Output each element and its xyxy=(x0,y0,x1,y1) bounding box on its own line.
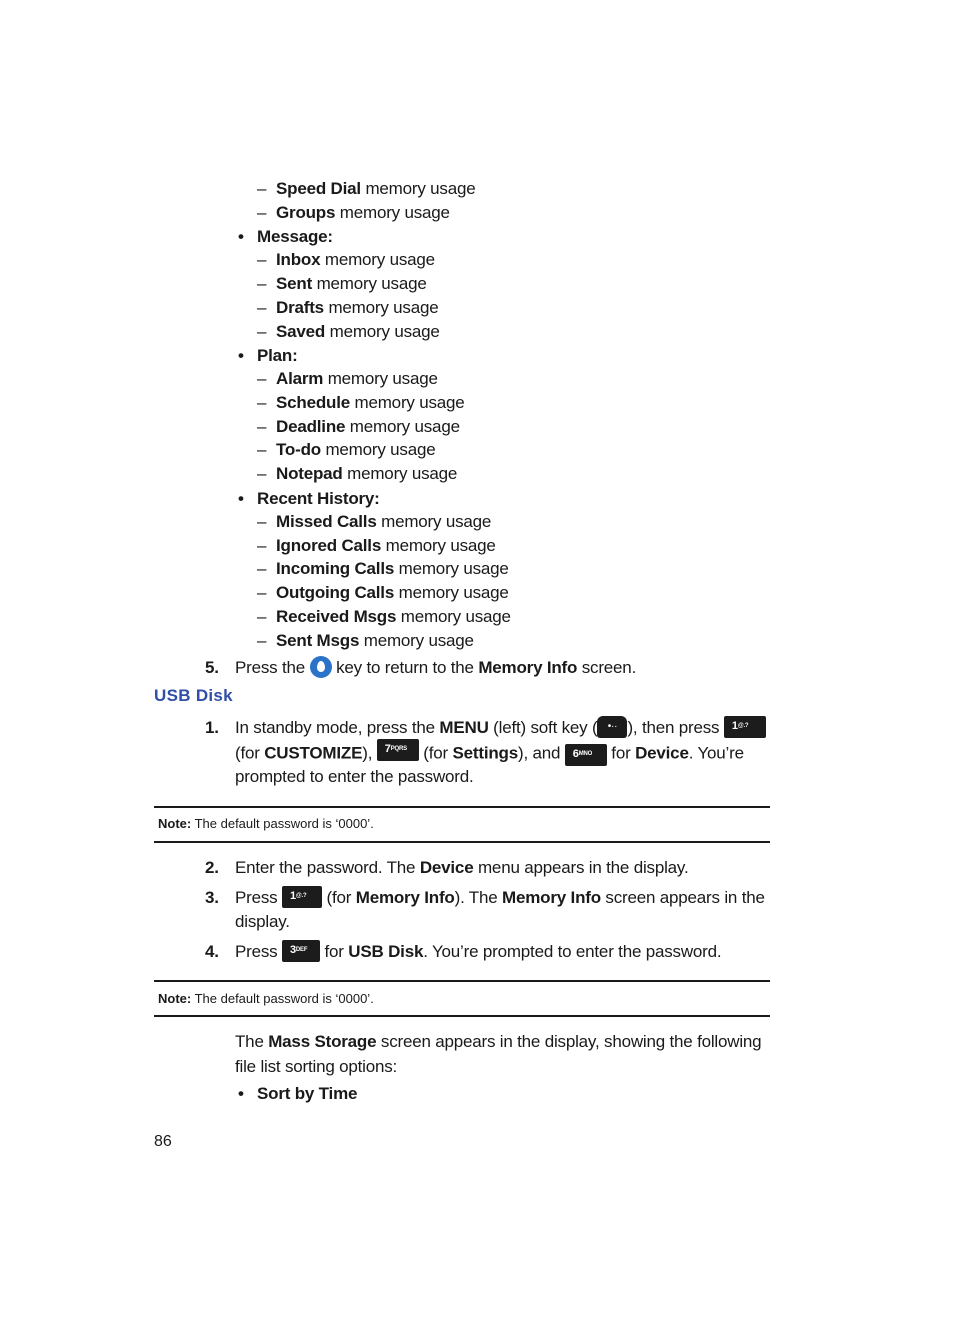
dash: – xyxy=(257,322,267,341)
section-heading: USB Disk xyxy=(154,686,233,705)
key-1-icon: 1@.? xyxy=(724,716,766,738)
bullet: • xyxy=(238,227,244,246)
list-item: Deadline memory usage xyxy=(276,417,460,436)
section-bullet-plan: Plan: xyxy=(257,346,298,365)
usb-step-4-text: Press $3^{DEF}$ for USB Disk. You’re prompted to enter the password. xyxy=(235,942,722,961)
left-soft-key-icon: •·· xyxy=(597,716,627,738)
list-item: Outgoing Calls memory usage xyxy=(276,583,509,602)
sort-option: Sort by Time xyxy=(257,1084,358,1103)
usb-step-3-line-2: display. xyxy=(235,912,290,931)
note: Note: The default password is ‘0000’. xyxy=(158,816,374,831)
section-bullet-recent-history: Recent History: xyxy=(257,489,380,508)
dash: – xyxy=(257,393,267,412)
dash: – xyxy=(257,464,267,483)
step-5-text: Press the key to return to the Memory Info screen. xyxy=(235,658,637,677)
note-bottom-rule xyxy=(154,1015,770,1017)
list-item: Sent memory usage xyxy=(276,274,427,293)
dash: – xyxy=(257,631,267,650)
note: Note: The default password is ‘0000’. xyxy=(158,991,374,1006)
note-bottom-rule xyxy=(154,841,770,843)
note-top-rule xyxy=(154,806,770,808)
list-item: Sent Msgs memory usage xyxy=(276,631,474,650)
dash: – xyxy=(257,298,267,317)
step-number: 5. xyxy=(205,658,219,677)
step-number: 4. xyxy=(205,942,219,961)
list-item: Ignored Calls memory usage xyxy=(276,536,496,555)
dash: – xyxy=(257,274,267,293)
dash: – xyxy=(257,369,267,388)
list-item: Saved memory usage xyxy=(276,322,440,341)
section-bullet-message: Message: xyxy=(257,227,333,246)
dash: – xyxy=(257,203,267,222)
list-item: Schedule memory usage xyxy=(276,393,465,412)
closing-line-1: The Mass Storage screen appears in the display, showing the following xyxy=(235,1032,762,1051)
list-item: Alarm memory usage xyxy=(276,369,438,388)
dash: – xyxy=(257,179,267,198)
list-item: Groups memory usage xyxy=(276,203,450,222)
dash: – xyxy=(257,250,267,269)
dash: – xyxy=(257,417,267,436)
dash: – xyxy=(257,607,267,626)
step-number: 2. xyxy=(205,858,219,877)
usb-step-2-text: Enter the password. The Device menu appears in the display. xyxy=(235,858,689,877)
list-item: Missed Calls memory usage xyxy=(276,512,492,531)
usb-step-1-line-2: (for CUSTOMIZE), $7^{PQRS}$ (for Settings), and $6^{MNO}$ for Device. You’re xyxy=(235,742,744,766)
list-item: Received Msgs memory usage xyxy=(276,607,511,626)
usb-step-1-line-1: In standby mode, press the MENU (left) soft key ( •·· ), then press 1@.? xyxy=(235,717,766,739)
bullet: • xyxy=(238,346,244,365)
closing-line-2: file list sorting options: xyxy=(235,1057,398,1076)
list-item: Drafts memory usage xyxy=(276,298,439,317)
usb-step-1-line-3: prompted to enter the password. xyxy=(235,767,474,786)
dash: – xyxy=(257,559,267,578)
key-7-icon: $7^{PQRS}$ xyxy=(377,739,419,761)
dash: – xyxy=(257,512,267,531)
page-number: 86 xyxy=(154,1133,172,1150)
key-6-icon: $6^{MNO}$ xyxy=(565,744,607,766)
list-item: To-do memory usage xyxy=(276,440,436,459)
list-item: Notepad memory usage xyxy=(276,464,458,483)
list-item: Speed Dial memory usage xyxy=(276,179,476,198)
key-1-icon: 1@.? xyxy=(282,886,322,908)
note-top-rule xyxy=(154,980,770,982)
bullet: • xyxy=(238,1084,244,1103)
back-key-icon xyxy=(310,656,332,678)
dash: – xyxy=(257,536,267,555)
bullet: • xyxy=(238,489,244,508)
usb-step-3-line-1: Press 1@.? (for Memory Info). The Memory Info screen appears in the xyxy=(235,888,765,907)
step-number: 3. xyxy=(205,888,219,907)
list-item: Incoming Calls memory usage xyxy=(276,559,509,578)
dash: – xyxy=(257,583,267,602)
key-3-icon: $3^{DEF}$ xyxy=(282,940,320,962)
list-item: Inbox memory usage xyxy=(276,250,435,269)
dash: – xyxy=(257,440,267,459)
step-number: 1. xyxy=(205,718,219,737)
